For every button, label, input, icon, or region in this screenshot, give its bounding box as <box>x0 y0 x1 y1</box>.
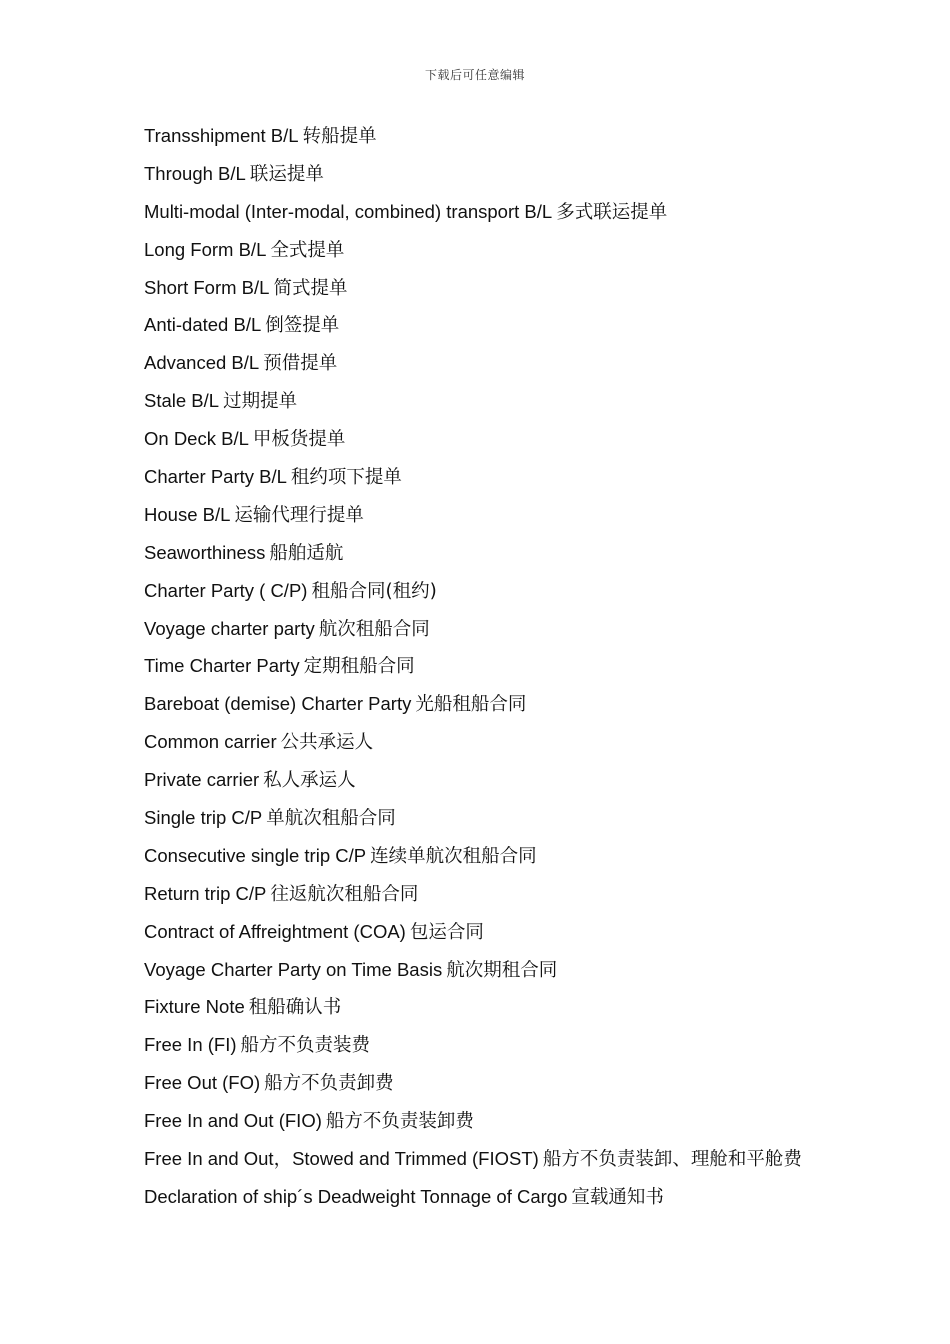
term-english: Contract of Affreightment (COA) <box>144 920 406 942</box>
term-english: Free Out (FO) <box>144 1072 261 1094</box>
glossary-entry <box>144 162 804 187</box>
term-chinese: 往返航次租船合同 <box>270 883 419 905</box>
term-chinese: 连续单航次租船合同 <box>370 845 537 867</box>
glossary-entry <box>144 351 804 376</box>
term-english: Advanced B/L <box>144 352 260 374</box>
term-english: Anti-dated B/L <box>144 314 262 336</box>
term-english: House B/L <box>144 503 231 525</box>
term-chinese: 租船确认书 <box>248 997 342 1019</box>
glossary-entry <box>144 768 804 793</box>
glossary-entry <box>144 200 804 225</box>
term-chinese: 简式提单 <box>273 277 348 299</box>
glossary-entry <box>144 958 804 983</box>
glossary-entry <box>144 238 804 263</box>
term-chinese: 定期租船合同 <box>303 656 415 678</box>
term-english: Voyage charter party <box>144 617 315 639</box>
term-chinese: 光船租船合同 <box>415 694 527 716</box>
glossary-entry <box>144 313 804 338</box>
term-chinese: 单航次租船合同 <box>266 808 396 830</box>
term-english: Stale B/L <box>144 390 220 412</box>
term-english: Voyage Charter Party on Time Basis <box>144 958 443 980</box>
term-chinese: 联运提单 <box>249 163 324 185</box>
glossary-entry <box>144 882 804 907</box>
term-chinese: 船方不负责装费 <box>240 1035 371 1057</box>
glossary-entry <box>144 389 804 414</box>
glossary-entry <box>144 1109 804 1134</box>
glossary-entry <box>144 541 804 566</box>
glossary-entry <box>144 1185 804 1210</box>
glossary-entry <box>144 730 804 755</box>
glossary-entry <box>144 503 804 528</box>
glossary-list <box>144 124 804 1223</box>
term-chinese: 倒签提单 <box>265 315 340 337</box>
term-english: Return trip C/P <box>144 882 267 904</box>
term-english: Transshipment B/L <box>144 125 299 146</box>
term-english: Single trip C/P <box>144 807 263 829</box>
term-chinese: 租约项下提单 <box>290 467 402 489</box>
term-chinese: 船方不负责卸费 <box>264 1073 394 1095</box>
term-chinese: 预借提单 <box>263 353 338 375</box>
term-english: Private carrier <box>144 769 260 791</box>
term-english: On Deck B/L <box>144 428 249 450</box>
glossary-entry <box>144 1147 804 1172</box>
term-chinese: 全式提单 <box>270 239 345 261</box>
glossary-entry <box>144 692 804 717</box>
term-english: Time Charter Party <box>144 655 300 677</box>
glossary-entry <box>144 579 804 604</box>
term-english: Consecutive single trip C/P <box>144 844 367 866</box>
term-chinese: 过期提单 <box>223 391 298 413</box>
glossary-entry <box>144 276 804 301</box>
term-english: Common carrier <box>144 731 277 753</box>
page-header: 下载后可任意编辑 <box>424 68 525 82</box>
term-chinese: 船方不负责装卸、理舱和平舱费 <box>542 1149 802 1171</box>
glossary-entry <box>144 654 804 679</box>
glossary-entry <box>144 465 804 490</box>
glossary-entry <box>144 124 804 149</box>
glossary-entry <box>144 1033 804 1058</box>
term-english: Long Form B/L <box>144 238 267 260</box>
term-english: Bareboat (demise) Charter Party <box>144 693 412 715</box>
term-english: Seaworthiness <box>144 541 266 563</box>
term-english: Free In and Out (FIO) <box>144 1110 322 1132</box>
term-chinese: 船舶适航 <box>269 542 344 564</box>
term-chinese: 租船合同(租约) <box>311 580 437 602</box>
glossary-entry <box>144 427 804 452</box>
term-english: Multi-modal (Inter-modal, combined) transport B/L <box>144 200 553 222</box>
term-chinese: 公共承运人 <box>280 732 374 754</box>
term-chinese: 航次租船合同 <box>318 618 430 640</box>
term-english: Through B/L <box>144 162 246 184</box>
term-chinese: 宣载通知书 <box>571 1186 664 1208</box>
term-english: Declaration of ship´s Deadweight Tonnage of Cargo <box>144 1185 568 1207</box>
term-english: Free In (FI) <box>144 1034 237 1056</box>
glossary-entry <box>144 844 804 869</box>
glossary-entry <box>144 1071 804 1096</box>
glossary-entry <box>144 920 804 945</box>
term-chinese: 航次期租合同 <box>446 959 558 981</box>
term-chinese: 包运合同 <box>409 921 484 943</box>
term-english: Fixture Note <box>144 996 245 1018</box>
glossary-entry <box>144 806 804 831</box>
term-chinese: 运输代理行提单 <box>234 504 364 526</box>
term-english: Charter Party ( C/P) <box>144 579 308 601</box>
term-english: Short Form B/L <box>144 276 270 298</box>
term-chinese: 多式联运提单 <box>556 201 668 223</box>
glossary-entry <box>144 995 804 1020</box>
term-chinese: 甲板货提单 <box>252 429 346 451</box>
term-chinese: 船方不负责装卸费 <box>325 1111 474 1133</box>
term-chinese: 私人承运人 <box>263 770 356 792</box>
term-english: Free In and Out，Stowed and Trimmed (FIOST) <box>144 1148 539 1170</box>
glossary-entry <box>144 617 804 642</box>
term-chinese: 转船提单 <box>302 126 377 147</box>
term-english: Charter Party B/L <box>144 466 287 488</box>
